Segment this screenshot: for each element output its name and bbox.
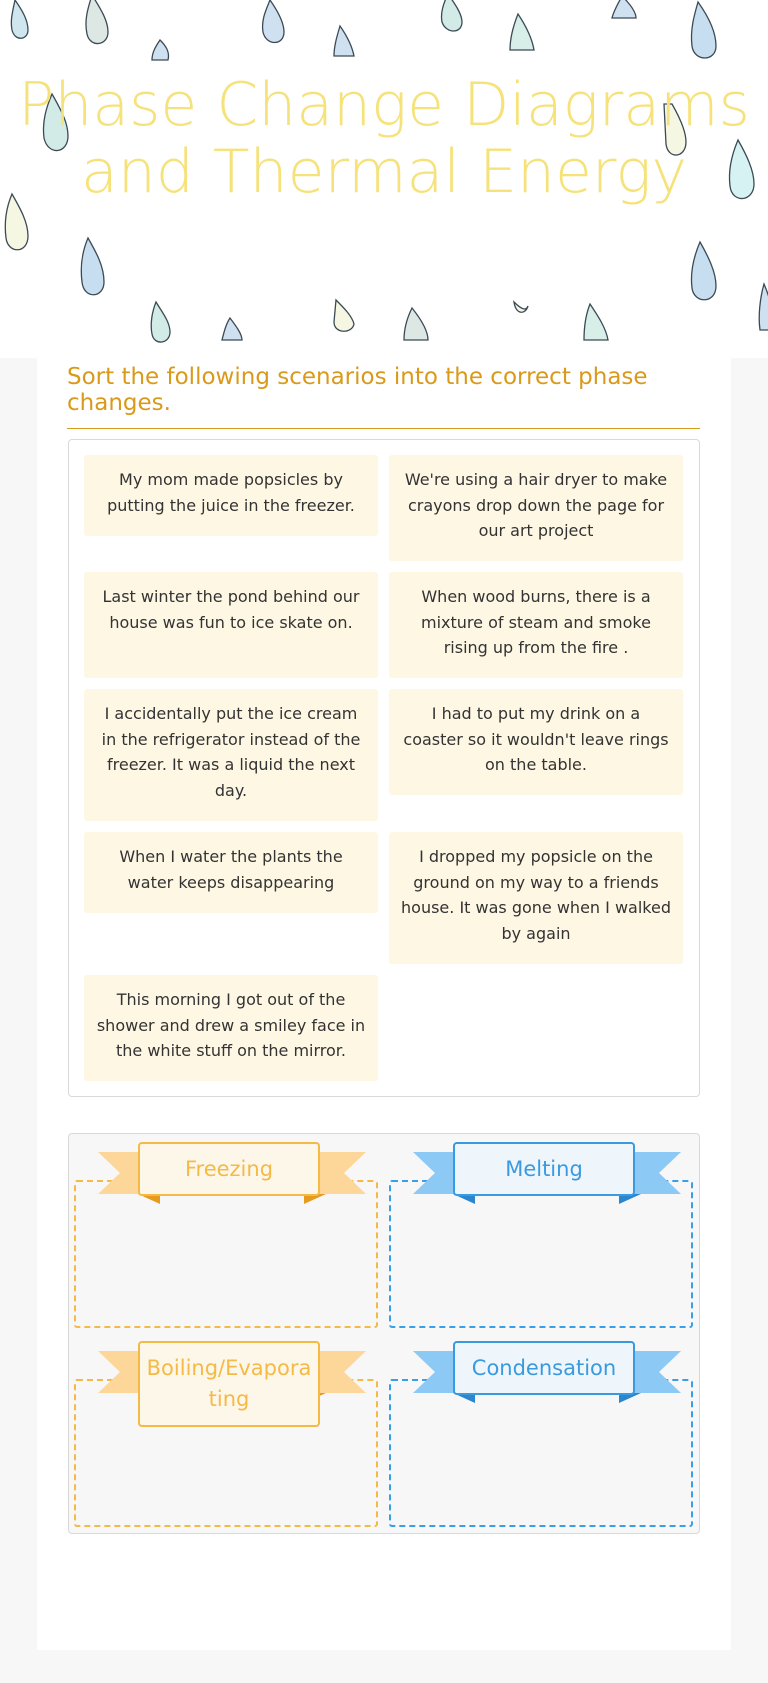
category-ribbon-freezing (98, 1142, 366, 1212)
scenario-card[interactable] (389, 455, 683, 561)
scenario-card-pool (68, 439, 700, 1097)
instructions: Sort the following scenarios into the correct phase changes. (67, 364, 648, 416)
scenario-card[interactable] (389, 572, 683, 678)
category-bins (68, 1133, 700, 1534)
scenario-card[interactable] (84, 572, 378, 678)
instructions-divider (67, 428, 700, 429)
scenario-card[interactable] (389, 832, 683, 964)
scenario-text: Last winter the pond behind our house was fun to ice skate on. (102, 587, 360, 632)
scenario-card[interactable] (84, 689, 378, 821)
scenario-card[interactable] (84, 975, 378, 1081)
category-label: Condensation (453, 1341, 635, 1395)
scenario-text: We're using a hair dryer to make crayons drop down the page for our art project (404, 470, 668, 540)
page-title: Phase Change Diagrams and Thermal Energy (18, 70, 750, 207)
scenario-text: I accidentally put the ice cream in the refrigerator instead of the freezer. It was a liquid the next day. (101, 704, 361, 800)
worksheet-page (37, 358, 731, 1650)
worksheet-header (0, 0, 768, 358)
scenario-text: I dropped my popsicle on the ground on my way to a friends house. It was gone when I walked by again (401, 847, 671, 943)
category-ribbon-condensation (413, 1341, 681, 1411)
category-label: Melting (453, 1142, 635, 1196)
scenario-text: This morning I got out of the shower and drew a smiley face in the white stuff on the mirror. (96, 990, 366, 1060)
scenario-card[interactable] (84, 832, 378, 913)
category-label: Freezing (138, 1142, 320, 1196)
category-label: Boiling/Evaporating (138, 1341, 320, 1427)
category-ribbon-boiling-evaporating (98, 1341, 366, 1411)
scenario-text: When I water the plants the water keeps disappearing (119, 847, 343, 892)
scenario-text: I had to put my drink on a coaster so it wouldn't leave rings on the table. (403, 704, 669, 774)
scenario-card[interactable] (84, 455, 378, 536)
scenario-text: My mom made popsicles by putting the juice in the freezer. (107, 470, 355, 515)
category-ribbon-melting (413, 1142, 681, 1212)
scenario-text: When wood burns, there is a mixture of steam and smoke rising up from the fire . (421, 587, 651, 657)
scenario-card[interactable] (389, 689, 683, 795)
